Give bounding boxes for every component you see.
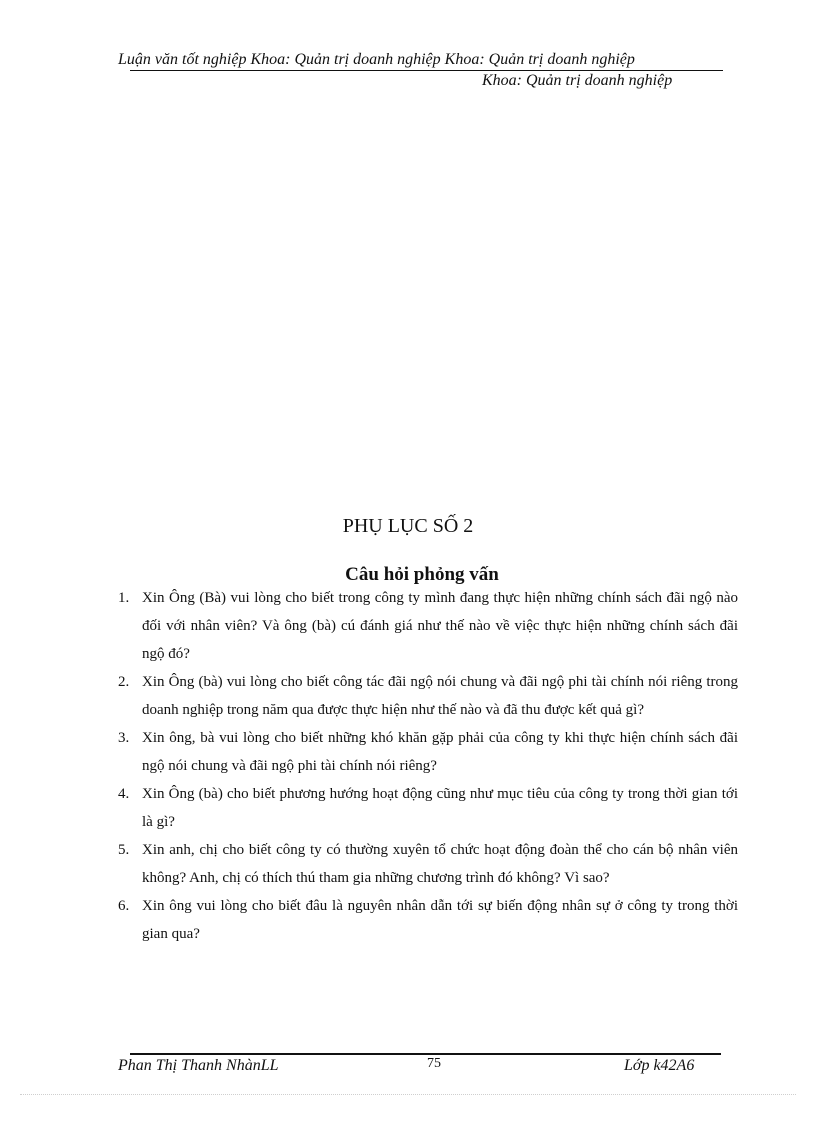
question-number: 6. — [118, 898, 130, 914]
footer-divider — [130, 1053, 721, 1055]
question-text: Xin Ông (bà) vui lòng cho biết công tác đãi ngộ nói chung và đãi ngộ phi tài chính nói riêng trong doanh nghiệp trong năm qua được thực hiện như thế nào và đã thu được kết quả gì? — [142, 674, 738, 718]
header-faculty-line: Khoa: Quản trị doanh nghiệp — [482, 72, 673, 89]
question-item — [118, 836, 738, 892]
footer-author: Phan Thị Thanh NhànLL — [118, 1057, 279, 1074]
question-text: Xin ông vui lòng cho biết đâu là nguyên nhân dẫn tới sự biến động nhân sự ở công ty trong thời gian qua? — [142, 898, 738, 942]
section-title: Câu hỏi phỏng vấn — [345, 564, 499, 585]
question-item — [118, 668, 738, 724]
question-number: 3. — [118, 730, 130, 746]
question-number: 1. — [118, 590, 130, 606]
question-text: Xin Ông (bà) cho biết phương hướng hoạt động cũng như mục tiêu của công ty trong thời gian tới là gì? — [142, 786, 738, 830]
header-title-line: Luận văn tốt nghiệp Khoa: Quản trị doanh nghiệp Khoa: Quản trị doanh nghiệp — [118, 51, 635, 68]
question-item — [118, 724, 738, 780]
question-number: 5. — [118, 842, 130, 858]
question-item — [118, 892, 738, 948]
footer-class: Lớp k42A6 — [624, 1057, 695, 1074]
page-number: 75 — [427, 1056, 441, 1071]
appendix-title: PHỤ LỤC SỐ 2 — [342, 515, 474, 537]
question-number: 4. — [118, 786, 130, 802]
question-item — [118, 584, 738, 668]
question-list — [118, 584, 738, 948]
page-edge-divider — [20, 1094, 796, 1095]
question-text: Xin ông, bà vui lòng cho biết những khó khăn gặp phải của công ty khi thực hiện chính sách đãi ngộ nói chung và đãi ngộ phi tài chính nói riêng? — [142, 730, 738, 774]
question-text: Xin anh, chị cho biết công ty có thường xuyên tổ chức hoạt động đoàn thể cho cán bộ nhân viên không? Anh, chị có thích thú tham gia những chương trình đó không? Vì sao? — [142, 842, 738, 886]
question-number: 2. — [118, 674, 130, 690]
question-item — [118, 780, 738, 836]
question-text: Xin Ông (Bà) vui lòng cho biết trong công ty mình đang thực hiện những chính sách đãi ngộ nào đối với nhân viên? Và ông (bà) cú đánh giá như thế nào về việc thực hiện những chính sách đãi ngộ đó? — [142, 590, 738, 662]
page-header — [118, 50, 726, 70]
